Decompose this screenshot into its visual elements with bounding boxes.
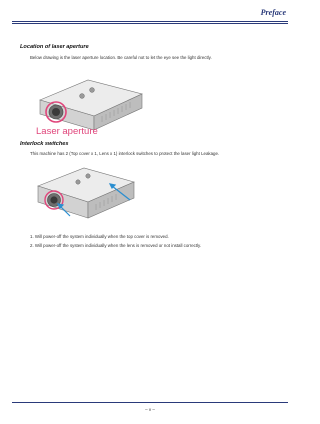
footer-rule: [12, 402, 288, 403]
lens-inner: [52, 108, 60, 116]
header-rule-thin: [12, 23, 288, 24]
aperture-callout-label: Laser aperture: [36, 126, 98, 137]
top-knob-right: [90, 88, 95, 93]
lens-inner: [50, 196, 57, 203]
aperture-heading: Location of laser aperture: [20, 44, 89, 50]
aperture-description: Below drawing is the laser aperture location. Be careful not to let the eye see the light directly.: [30, 55, 212, 60]
interlock-note-1: 1. Will power-off the system individually when the top cover is removed.: [30, 234, 169, 239]
interlock-notes: [30, 233, 201, 250]
interlock-illustration: [30, 160, 140, 226]
interlock-heading: Interlock switches: [20, 141, 69, 147]
header-title: Preface: [260, 8, 286, 17]
interlock-description: This machine has 2 (Top cover x 1, Lens x 1) interlock switches to protect the laser light Leakage.: [30, 151, 220, 156]
interlock-note-2: 2. Will power-off the system individually when the lens is removed or not install correctly.: [30, 242, 202, 248]
header-rule: [12, 21, 288, 22]
top-knob-left: [76, 180, 80, 184]
page-number: – v –: [145, 407, 155, 412]
laser-aperture-illustration: [30, 66, 150, 138]
top-knob-left: [80, 94, 85, 99]
top-knob-right: [86, 174, 90, 178]
